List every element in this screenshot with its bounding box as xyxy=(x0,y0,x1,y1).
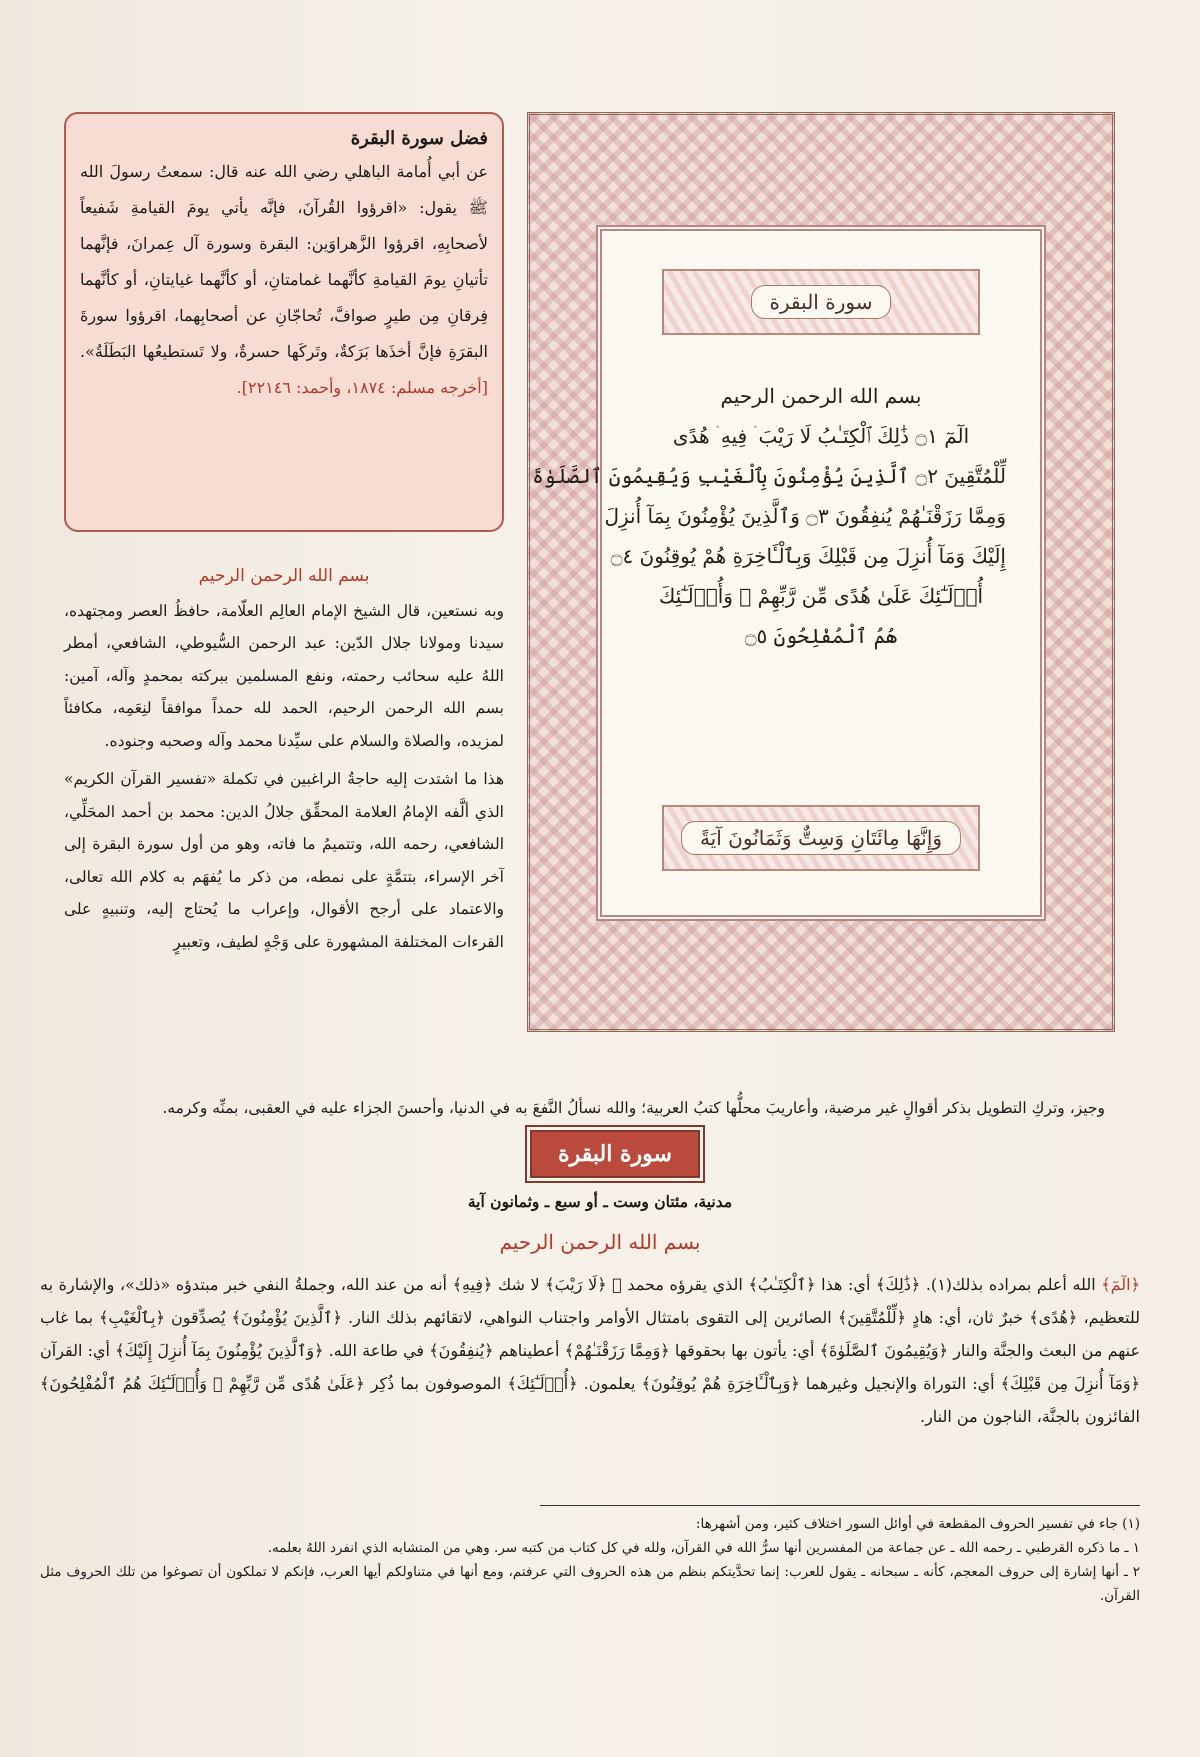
verse-line: لِّلْمُتَّقِينَ ۝٢ ٱلَّذِينَ يُؤْمِنُونَ بِٱلْغَيْبِ وَيُقِيمُونَ ٱلصَّلَوٰةَ xyxy=(532,464,1006,488)
tafsir-commentary: الله أعلم بمراده بذلك(١). ﴿ذَٰلِكَ﴾ أي: هذا ﴿ٱلْكِتَـٰبُ﴾ الذي يقرؤه محمد ﷺ ﴿لَا رَيْبَ﴾ لا شك ﴿فِيهِ﴾ أنه من عند الله، وجملةُ النفي خبر مبتدؤه «ذلك»، والإشارة به للتعظيم، ﴿هُدًى﴾ خبرٌ ثان، أي: هادٍ ﴿لِّلْمُتَّقِينَ﴾ الصائرين إلى التقوى بامتثال الأوامر واجتناب النواهي، لاتقائهم بذلك النار. ﴿ٱلَّذِينَ يُؤْمِنُونَ﴾ يُصدِّقون ﴿بِٱلْغَيْبِ﴾ بما غاب عنهم من البعث والجنَّة والنار ﴿وَيُقِيمُونَ ٱلصَّلَوٰةَ﴾ أي: يأتون بها بحقوقها ﴿وَمِمَّا رَزَقْنَـٰهُمْ﴾ أعطيناهم ﴿يُنفِقُونَ﴾ في طاعة الله. ﴿وَٱلَّذِينَ يُؤْمِنُونَ بِمَآ أُنزِلَ إِلَيْكَ﴾ أي: القرآن ﴿وَمَآ أُنزِلَ مِن قَبْلِكَ﴾ أي: التوراة والإنجيل وغيرهما ﴿وَبِٱلْـَٔاخِرَةِ هُمْ يُوقِنُونَ﴾ يعلمون. ﴿أُو۟لَـٰٓئِكَ﴾ الموصوفون بما ذُكِر ﴿عَلَىٰ هُدًى مِّن رَّبِّهِمْ ۖ وَأُو۟لَـٰٓئِكَ هُمُ ٱلْمُفْلِحُونَ﴾ الفائزون بالجنَّة، الناجون من النار. xyxy=(40,1275,1140,1426)
virtue-hadith: عن أبي أُمامة الباهلي رضي الله عنه قال: سمعتُ رسولَ الله ﷺ يقول: «اقرؤوا القُرآنَ، فإنَّه يأتي يومَ القيامةِ شَفيعاً لأصحابِهِ، اقرؤوا الزَّهراوَين: البقرة وسورة آل عِمرانَ، فإنَّهما تأتيانِ يومَ القيامةِ كأنَّهما غمامتانِ، أو كأنَّهما غيايتانِ، أو كأنَّهما فِرقانِ مِن طيرٍ صوافَّ، تُحاجّانِ عن أصحابِهما، اقرؤوا سورةَ البقرَةِ فإنَّ أخذَها بَرَكةٌ، وتَركَها حسرةٌ، ولا تَستطيعُها البَطَلَةُ». xyxy=(80,162,488,361)
verse-line: وَمِمَّا رَزَقْنَـٰهُمْ يُنفِقُونَ ۝٣ وَٱلَّذِينَ يُؤْمِنُونَ بِمَآ أُنزِلَ xyxy=(604,504,1006,528)
footnotes xyxy=(40,1512,1140,1608)
surah-name-calligraphy: سورة البقرة xyxy=(751,285,892,319)
verse-line: الٓمٓ ۝١ ذَٰلِكَ ٱلْكِتَـٰبُ لَا رَيْبَ ۛ فِيهِ ۛ هُدًى xyxy=(672,424,970,448)
surah-title: سورة البقرة xyxy=(558,1141,672,1167)
introduction xyxy=(64,560,504,964)
section-basmala: بسم الله الرحمن الرحيم xyxy=(499,1230,701,1254)
verse-count-calligraphy: وَإِنَّهَا مِائَتَانِ وَسِتٌّ وَثَمَانُونَ آيَةً xyxy=(681,821,961,855)
intro-continuation: وجيز، وتركِ التطويل بذكر أقوالٍ غير مرضية، وأعاريبَ محلُّها كتبُ العربية؛ والله نسألُ النَّفعَ به في الدنيا، وأحسنَ الجزاء عليه في العقبى، بمنِّه وكرمه. xyxy=(162,1099,1105,1117)
frame-inner-panel xyxy=(532,225,1046,921)
footnote-intro: (١) جاء في تفسير الحروف المقطعة في أوائل السور اختلاف كثير، ومن أشهرها: xyxy=(695,1516,1140,1532)
bottom-cartouche xyxy=(662,805,980,871)
footnote-item: ١ ـ ما ذكره القرطبي ـ رحمه الله ـ عن جماعة من المفسرين أنها سرُّ الله في القرآن، ولله في كل كتاب من كتبه سر. وهي من المتشابه الذي انفرد اللهُ بعلمه. xyxy=(267,1540,1140,1556)
verse-line: أُو۟لَـٰٓئِكَ عَلَىٰ هُدًى مِّن رَّبِّهِمْ ۖ وَأُو۟لَـٰٓئِكَ xyxy=(658,584,984,608)
tafsir-text xyxy=(40,1268,1140,1433)
verse-line: هُمُ ٱلْمُفْلِحُونَ ۝٥ xyxy=(744,624,898,648)
intro-paragraph-1: وبه نستعين، قال الشيخ الإمام العالِم العلّامة، حافظُ العصر ومجتهده، سيدنا ومولانا جلال الدّين: عبد الرحمن السُّيوطي، الشافعي، أمطر اللهُ عليه سحائب رحمته، ونفع المسلمين ببركته بمحمدٍ وآله، آمين: بسم الله الرحمن الرحيم، الحمد لله حمداً موافقاً لنِعَمِه، مكافئاً لمزيده، والصلاة والسلام على سيِّدنا محمد وآله وصحبه وجنوده. xyxy=(64,601,504,750)
virtue-citation: [أخرجه مسلم: ١٨٧٤، وأحمد: ٢٢١٤٦]. xyxy=(236,378,488,397)
surah-title-box xyxy=(530,1130,700,1178)
virtue-box xyxy=(64,112,504,532)
intro-basmala: بسم الله الرحمن الرحيم xyxy=(198,566,370,586)
frame-basmala: بسم الله الرحمن الرحيم xyxy=(720,384,922,408)
footnote-divider xyxy=(540,1505,1140,1506)
ornamental-frame xyxy=(527,112,1115,1032)
footnote-item: ٢ ـ أنها إشارة إلى حروف المعجم، كأنه ـ سبحانه ـ يقول للعرب: إنما تحدَّيتكم بنظم من هذه الحروف التي عرفتم، ومع أنها في متناولكم أيها العرب، فإنكم لا تملكون أن تصوغوا من تلك الحروف مثل القرآن. xyxy=(40,1564,1140,1604)
intro-paragraph-2: هذا ما اشتدت إليه حاجةُ الراغبين في تكملة «تفسير القرآن الكريم» الذي ألَّفه الإمامُ العلامة المحقِّق جلالُ الدين: محمد بن أحمد المحَلِّي، الشافعي، رحمه الله، وتتميمُ ما فاته، وهو من أول سورة البقرة إلى آخر الإسراء، بتتمَّةٍ على نمطه، من ذكر ما يُفهَم به كلام الله تعالى، والاعتماد على أرجح الأقوال، وإعراب ما يُحتاج إليه، وتنبيهٍ على القرءات المختلفة المشهورة على وَجْهٍ لطيف، وتعبيرٍ xyxy=(64,770,504,951)
top-cartouche xyxy=(662,269,980,335)
quran-quote: ﴿الٓمٓ﴾ xyxy=(1101,1275,1140,1294)
quran-verses xyxy=(532,376,1006,656)
surah-info: مدنية، مئتان وست ـ أو سبع ـ وثمانون آية xyxy=(467,1192,733,1211)
virtue-title: فضل سورة البقرة xyxy=(350,128,488,149)
verse-line: إِلَيْكَ وَمَآ أُنزِلَ مِن قَبْلِكَ وَبِٱلْـَٔاخِرَةِ هُمْ يُوقِنُونَ ۝٤ xyxy=(610,544,1006,568)
